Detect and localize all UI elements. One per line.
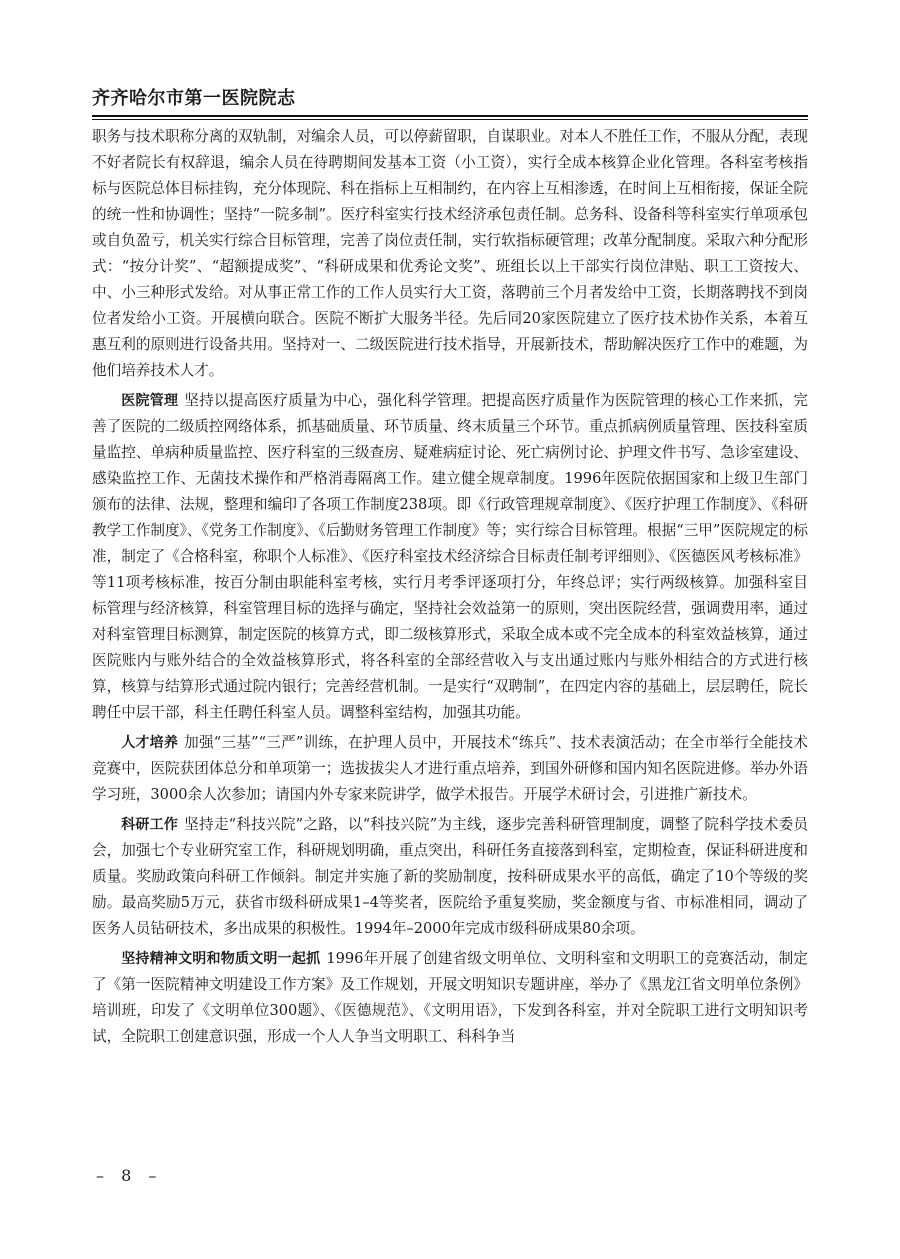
page-number: – 8 – [96,1166,163,1185]
paragraph-research [92,812,808,942]
section-heading: 医院管理 [121,393,179,409]
section-heading: 坚持精神文明和物质文明一起抓 [121,951,321,967]
paragraph-continued [92,124,808,384]
book-title: 齐齐哈尔市第一医院院志 [92,88,296,109]
paragraph-text: 坚持走“科技兴院”之路，以“科技兴院”为主线，逐步完善科研管理制度，调整了院科学技术委员会，加强七个专业研究室工作，科研规划明确，重点突出，科研任务直接落到科室，定期检查，保证科研进度和质量。奖励政策向科研工作倾斜。制定并实施了新的奖励制度，按科研成果水平的高低，确定了10个等级的奖励。最高奖励5万元，获省市级科研成果1–4等奖者，医院给予重复奖励，奖金额度与省、市标准相同，调动了医务人员钻研技术，多出成果的积极性。1994年–2000年完成市级科研成果80余项。 [92,816,809,937]
paragraph-text: 职务与技术职称分离的双轨制，对编余人员，可以停薪留职，自谋职业。对本人不胜任工作，不服从分配，表现不好者院长有权辞退，编余人员在待聘期间发基本工资（小工资），实行全成本核算企业化管理。各科室考核指标与医院总体目标挂钩，充分体现院、科在指标上互相制约，在内容上互相渗透，在时间上互相衔接，保证全院的统一性和协调性；坚持“一院多制”。医疗科室实行技术经济承包责任制。总务科、设备科等科室实行单项承包或自负盈亏，机关实行综合目标管理，完善了岗位责任制，实行软指标硬管理；改革分配制度。采取六种分配形式：“按分计奖”、“超额提成奖”、“科研成果和优秀论文奖”、班组长以上干部实行岗位津贴、职工工资按大、中、小三种形式发给。对从事正常工作的工作人员实行大工资，落聘前三个月者发给中工资，长期落聘找不到岗位者发给小工资。开展横向联合。医院不断扩大服务半径。先后同20家医院建立了医疗技术协作关系，本着互惠互利的原则进行设备共用。坚持对一、二级医院进行技术指导，开展新技术，帮助解决医疗工作中的难题，为他们培养技术人才。 [92,128,808,379]
section-heading: 人才培养 [121,735,179,751]
paragraph-civilization [92,946,808,1050]
section-heading: 科研工作 [121,817,179,833]
paragraph-text: 坚持以提高医疗质量为中心，强化科学管理。把提高医疗质量作为医院管理的核心工作来抓，完善了医院的二级质控网络体系，抓基础质量、环节质量、终末质量三个环节。重点抓病例质量管理、医技科室质量监控、单病种质量监控、医疗科室的三级查房、疑难病症讨论、死亡病例讨论、护理文件书写、急诊室建设、感染监控工作、无菌技术操作和严格消毒隔离工作。建立健全规章制度。1996年医院依据国家和上级卫生部门颁布的法律、法规，整理和编印了各项工作制度238项。即《行政管理规章制度》、《医疗护理工作制度》、《科研教学工作制度》、《党务工作制度》、《后勤财务管理工作制度》等；实行综合目标管理。根据“三甲”医院规定的标准，制定了《合格科室，称职个人标准》、《医疗科室技术经济综合目标责任制考评细则》、《医德医风考核标准》等11项考核标准，按百分制由职能科室考核，实行月考季评逐项打分，年终总评；实行两级核算。加强科室目标管理与经济核算，科室管理目标的选择与确定，坚持社会效益第一的原则，突出医院经营，强调费用率，通过对科室管理目标测算，制定医院的核算方式，即二级核算形式，采取全成本或不完全成本的科室效益核算，通过医院账内与账外结合的全效益核算形式，将各科室的全部经营收入与支出通过账内与账外相结合的方式进行核算，核算与结算形式通过院内银行；完善经营机制。一是实行“双聘制”，在四定内容的基础上，层层聘任，院长聘任中层干部，科主任聘任科室人员。调整科室结构，加强其功能。 [92,392,808,721]
paragraph-text: 1996年开展了创建省级文明单位、文明科室和文明职工的竞赛活动，制定了《第一医院精神文明建设工作方案》及工作规划，开展文明知识专题讲座，举办了《黑龙江省文明单位条例》培训班，印发了《文明单位300题》、《医德规范》、《文明用语》，下发到各科室，并对全院职工进行文明知识考试，全院职工创建意识强，形成一个人人争当文明职工、科科争当 [92,950,808,1045]
paragraph-text: 加强“三基”“三严”训练，在护理人员中，开展技术“练兵”、技术表演活动；在全市举行全能技术竞赛中，医院获团体总分和单项第一；选拔拔尖人才进行重点培养，到国外研修和国内知名医院进修。举办外语学习班，3000余人次参加；请国内外专家来院讲学，做学术报告。开展学术研讨会，引进推广新技术。 [92,734,808,803]
page-body [92,124,808,1050]
running-header [92,84,808,120]
header-rule [92,115,808,117]
paragraph-hospital-management [92,388,808,726]
header-rule-thin [92,119,808,120]
paragraph-talent-training [92,730,808,808]
